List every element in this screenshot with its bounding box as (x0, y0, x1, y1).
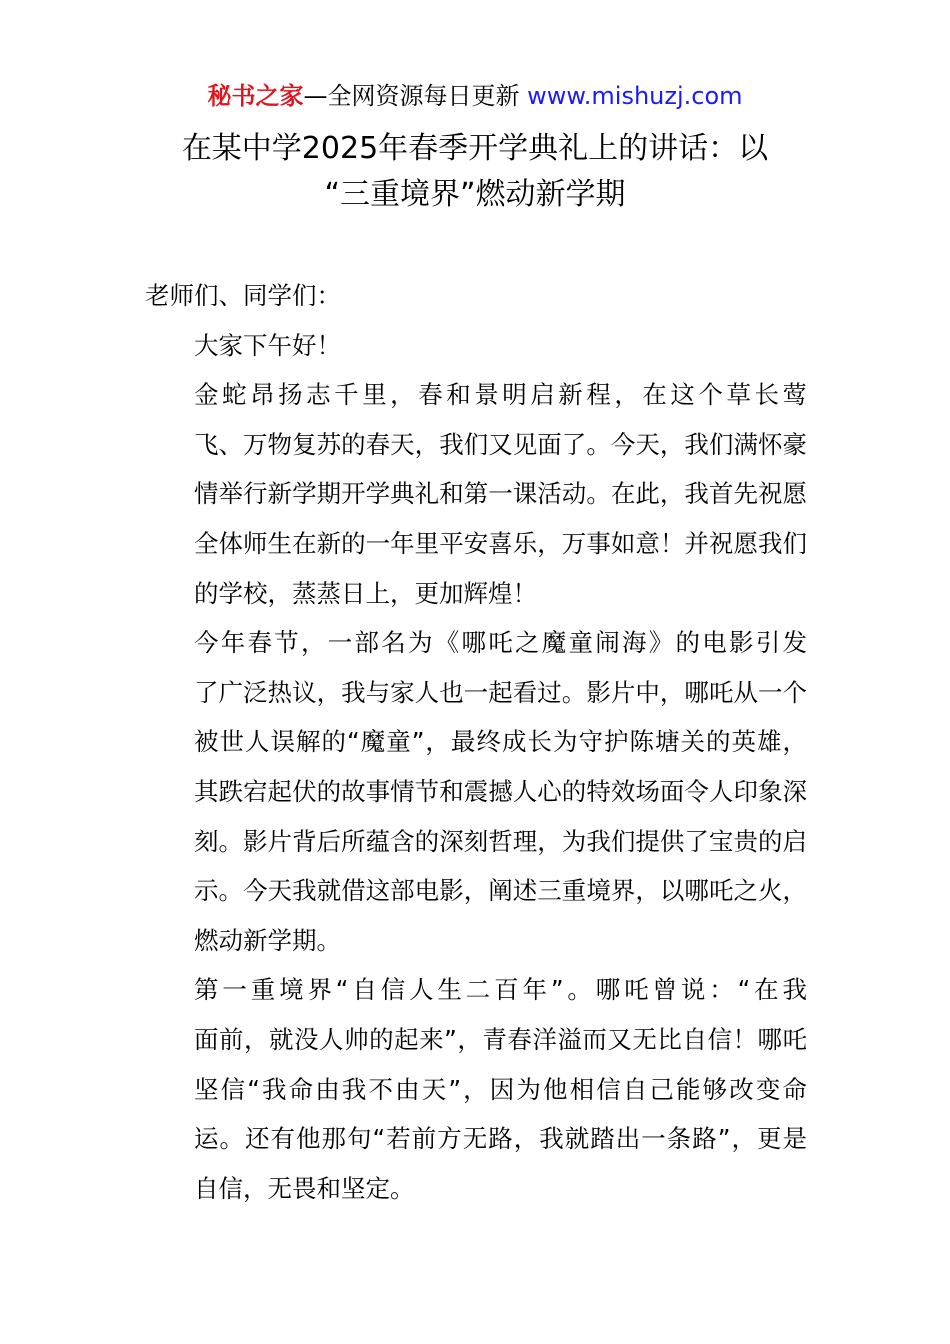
paragraph-line: 的学校，蒸蒸日上，更加辉煌！ (194, 578, 537, 608)
paragraph-line: 燃动新学期。 (194, 925, 341, 955)
site-banner (0, 80, 950, 112)
paragraph-line: 其跌宕起伏的故事情节和震撼人心的特效场面令人印象深 (194, 776, 807, 806)
paragraph-line: 被世人误解的“魔童”，最终成长为守护陈塘关的英雄， (194, 727, 807, 757)
paragraph-line: 全体师生在新的一年里平安喜乐，万事如意！并祝愿我们 (194, 528, 807, 558)
paragraph-line: 飞、万物复苏的春天，我们又见面了。今天，我们满怀豪 (194, 429, 807, 459)
paragraph-line: 自信，无畏和坚定。 (194, 1173, 415, 1203)
paragraph-line: 刻。影片背后所蕴含的深刻哲理，为我们提供了宝贵的启 (194, 826, 807, 856)
banner-tagline: —全网资源每日更新 (303, 82, 528, 110)
title-line-1: 在某中学2025年春季开学典礼上的讲话：以 (181, 131, 769, 166)
salutation: 老师们、同学们： (145, 281, 341, 310)
paragraph-line: 坚信“我命由我不由天”，因为他相信自己能够改变命 (194, 1074, 807, 1104)
paragraph-line: 了广泛热议，我与家人也一起看过。影片中，哪吒从一个 (194, 677, 807, 707)
paragraph-1 (145, 370, 807, 618)
speech-body (145, 271, 807, 1213)
paragraph-2 (145, 618, 807, 965)
paragraph-line: 面前，就没人帅的起来”，青春洋溢而又无比自信！哪吒 (194, 1024, 807, 1054)
document-title (145, 126, 805, 218)
banner-url[interactable]: www.mishuzj.com (527, 82, 743, 110)
paragraph-line: 示。今天我就借这部电影，阐述三重境界，以哪吒之火， (194, 876, 807, 906)
paragraph-line: 今年春节，一部名为《哪吒之魔童闹海》的电影引发 (194, 628, 807, 658)
paragraph-line: 情举行新学期开学典礼和第一课活动。在此，我首先祝愿 (194, 479, 807, 509)
paragraph-3 (145, 965, 807, 1213)
title-line-2: “三重境界”燃动新学期 (324, 177, 626, 212)
paragraph-line: 运。还有他那句“若前方无路，我就踏出一条路”，更是 (194, 1124, 807, 1154)
banner-brand: 秘书之家 (207, 82, 304, 110)
paragraph-line: 金蛇昂扬志千里，春和景明启新程，在这个草长莺 (194, 380, 807, 410)
greeting: 大家下午好！ (194, 330, 341, 360)
paragraph-line: 第一重境界“自信人生二百年”。哪吒曾说：“在我 (194, 975, 807, 1005)
